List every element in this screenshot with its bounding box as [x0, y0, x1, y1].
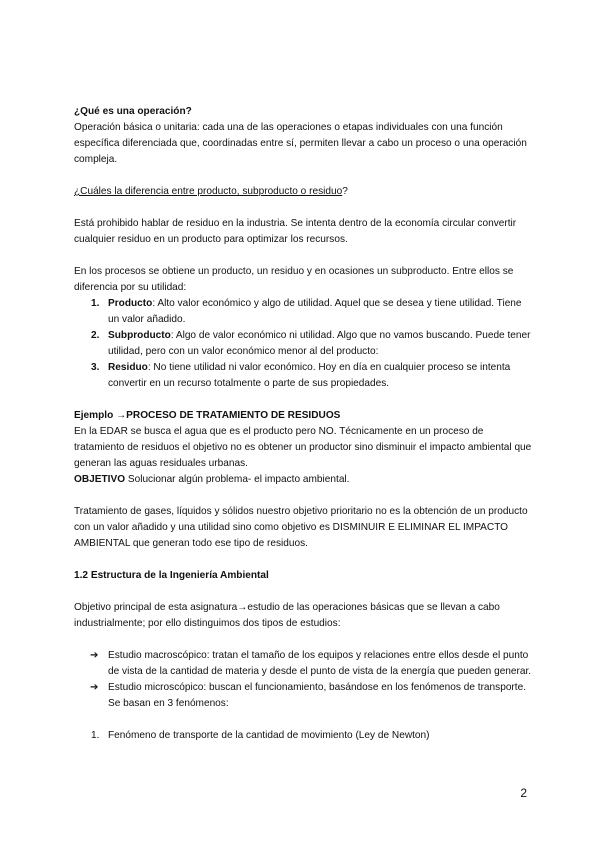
arrow-bullet-icon: ➔	[90, 650, 99, 661]
paragraph-prohibited-residue: Está prohibido hablar de residuo en la industria. Se intenta dentro de la economía circular convertir cualquier residuo en un producto para optimizar los recursos.	[74, 218, 517, 245]
arrow-bullet-icon: ➔	[90, 682, 99, 693]
phenomenon-item-1: 1. Fenómeno de transporte de la cantidad de movimiento (Ley de Newton)	[91, 730, 430, 741]
question-difference: ¿Cuáles la diferencia entre producto, subproducto o residuo?	[74, 186, 348, 197]
product-types-list	[74, 296, 534, 392]
list-item-producto: 1. Producto: Alto valor económico y algo de utilidad. Aquel que se desea y tiene utilidad. Tiene un valor añadido.	[91, 298, 522, 325]
example-body: En la EDAR se busca el agua que es el producto pero NO. Técnicamente en un proceso de tratamiento de residuos el objetivo no es obtener un productor sino disminuir el impacto ambiental que generan las aguas residuales urbanas.	[74, 426, 532, 469]
objective-line: OBJETIVO Solucionar algún problema- el impacto ambiental.	[74, 474, 350, 485]
list-item-subproducto: 2. Subproducto: Algo de valor económico ni utilidad. Algo que no vamos buscando. Puede tener utilidad, pero con un valor económico menor al del producto:	[91, 330, 531, 357]
list-item-microscopic: ➔ Estudio microscópico: buscan el funcionamiento, basándose en los fenómenos de transporte. Se basan en 3 fenómenos:	[90, 682, 527, 709]
list-item-residuo: 3. Residuo: No tiene utilidad ni valor económico. Hoy en día en cualquier proceso se intenta convertir en un recurso totalmente o parte de sus propiedades.	[91, 362, 511, 389]
paragraph-processes: En los procesos se obtiene un producto, un residuo y en ocasiones un subproducto. Entre ellos se diferencia por su utilidad:	[74, 266, 514, 293]
arrow-right-icon: →	[116, 410, 127, 421]
question-what-is-operation: ¿Qué es una operación?	[74, 106, 192, 117]
example-heading: Ejemplo →PROCESO DE TRATAMIENTO DE RESIDUOS	[74, 410, 341, 421]
study-types-list	[74, 648, 534, 712]
paragraph-objective-subject: Objetivo principal de esta asignatura→estudio de las operaciones básicas que se llevan a cabo industrialmente; por ello distinguimos dos tipos de estudios:	[74, 602, 500, 629]
page-content	[74, 104, 534, 744]
operation-definition: Operación básica o unitaria: cada una de las operaciones o etapas individuales con una función específica diferenciada que, coordinadas entre sí, permiten llevar a cabo un proceso o una operación compleja.	[74, 122, 527, 165]
list-item-macroscopic: ➔ Estudio macroscópico: tratan el tamaño de los equipos y relaciones entre ellos desde el punto de vista de la cantidad de materia y desde el punto de vista de la energía que pueden generar.	[90, 650, 532, 677]
page-number: 2	[520, 786, 527, 800]
section-title: 1.2 Estructura de la Ingeniería Ambiental	[74, 570, 269, 581]
paragraph-treatment: Tratamiento de gases, líquidos y sólidos nuestro objetivo prioritario no es la obtención de un producto con un valor añadido y una utilidad sino como objetivo es DISMINUIR E ELIMINAR EL IMPACTO AMBIENTAL que generan todo ese tipo de residuos.	[74, 506, 528, 549]
